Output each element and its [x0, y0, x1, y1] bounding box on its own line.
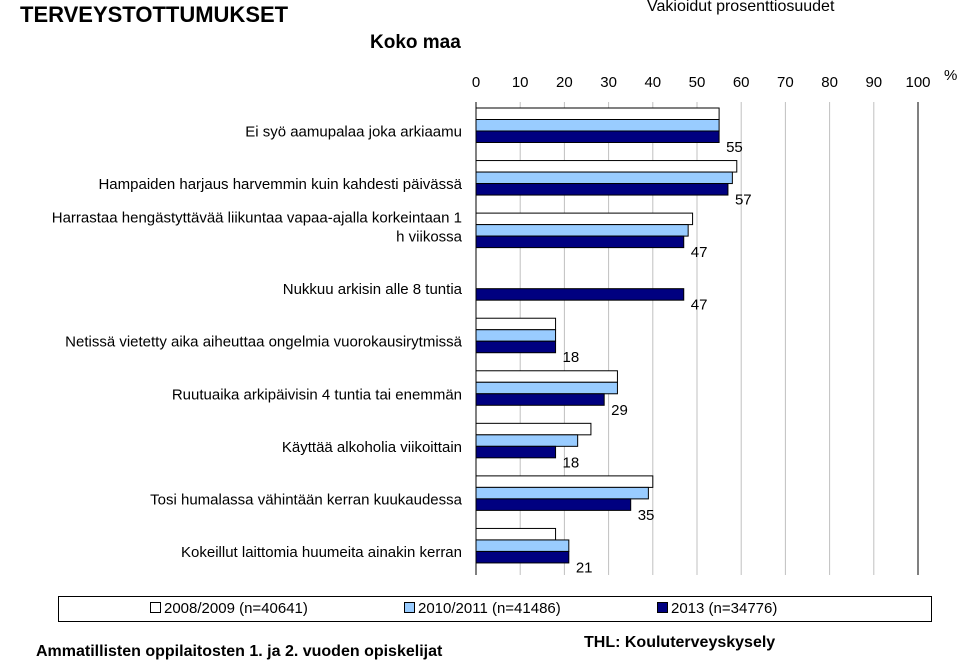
bar-series2-cat5	[476, 394, 604, 406]
bar-series1-cat6	[476, 435, 578, 447]
data-label-cat8: 21	[575, 559, 593, 577]
standardization-note: Vakioidut prosenttiosuudet	[647, 0, 835, 15]
bar-series2-cat8	[476, 551, 569, 563]
footer-source: THL: Kouluterveyskysely	[584, 634, 776, 651]
bar-series2-cat6	[476, 446, 556, 458]
category-label-cat1: Hampaiden harjaus harvemmin kuin kahdesti päivässä	[98, 176, 462, 194]
x-tick-label-40: 40	[644, 74, 662, 91]
category-label-cat7: Tosi humalassa vähintään kerran kuukaudessa	[150, 491, 462, 509]
bar-series0-cat8	[476, 528, 556, 540]
legend-item-2013	[657, 600, 777, 617]
legend-item-2008	[150, 600, 308, 617]
bar-series0-cat0	[476, 108, 719, 120]
legend-swatch-2008	[150, 602, 161, 613]
x-tick-label-60: 60	[732, 74, 750, 91]
x-tick-label-20: 20	[556, 74, 573, 91]
data-label-cat6: 18	[562, 454, 580, 472]
bar-series1-cat0	[476, 120, 719, 132]
category-label-cat4: Netissä vietetty aika aiheuttaa ongelmia vuorokausirytmissä	[65, 333, 462, 351]
chart-subtitle: Koko maa	[370, 32, 461, 53]
bar-series1-cat8	[476, 540, 569, 552]
legend-label-2010: 2010/2011 (n=41486)	[418, 600, 561, 617]
x-tick-label-80: 80	[821, 74, 838, 91]
category-label-cat0: Ei syö aamupalaa joka arkiaamu	[245, 123, 462, 141]
data-label-cat5: 29	[611, 401, 628, 419]
x-tick-label-100: 100	[905, 74, 931, 91]
bar-series0-cat5	[476, 371, 617, 383]
data-label-cat7: 35	[637, 506, 655, 524]
category-label-cat2-line0: Harrastaa hengästyttävää liikuntaa vapaa-ajalla korkeintaan 1	[51, 209, 462, 227]
data-label-cat1: 57	[734, 191, 752, 209]
data-label-cat3: 47	[690, 296, 708, 314]
category-label-cat2-line1: h viikossa	[396, 228, 462, 246]
bar-series0-cat1	[476, 161, 737, 173]
chart-title: TERVEYSTOTTUMUKSET	[20, 2, 289, 27]
footer-population: Ammatillisten oppilaitosten 1. ja 2. vuoden opiskelijat	[36, 643, 443, 660]
chart-legend	[58, 596, 932, 622]
bar-series2-cat4	[476, 341, 556, 353]
legend-swatch-2013	[657, 602, 668, 613]
data-label-cat0: 55	[726, 139, 743, 156]
legend-label-2008: 2008/2009 (n=40641)	[164, 600, 308, 617]
x-axis-unit-label: %	[944, 67, 958, 84]
bar-series2-cat3	[476, 289, 684, 301]
bar-series2-cat7	[476, 499, 631, 511]
bar-series2-cat1	[476, 184, 728, 196]
data-label-cat4: 18	[562, 349, 580, 367]
x-tick-label-70: 70	[777, 74, 794, 91]
category-label-cat8: Kokeillut laittomia huumeita ainakin kerran	[181, 543, 462, 561]
bar-series1-cat1	[476, 172, 732, 184]
bar-series0-cat2	[476, 213, 693, 225]
bar-series0-cat7	[476, 476, 653, 488]
bar-series1-cat4	[476, 330, 556, 342]
category-label-cat6: Käyttää alkoholia viikoittain	[281, 438, 462, 456]
bar-series1-cat7	[476, 487, 648, 499]
category-label-cat5: Ruutuaika arkipäivisin 4 tuntia tai enemmän	[171, 386, 462, 404]
x-tick-label-10: 10	[511, 74, 529, 91]
bar-series1-cat2	[476, 225, 688, 237]
legend-item-2010	[404, 600, 561, 617]
bar-series0-cat4	[476, 318, 556, 330]
x-tick-label-0: 0	[471, 74, 481, 91]
x-tick-label-90: 90	[865, 74, 883, 91]
bar-series2-cat0	[476, 131, 719, 143]
bar-series1-cat5	[476, 382, 617, 394]
x-tick-label-50: 50	[688, 74, 706, 91]
data-label-cat2: 47	[690, 244, 708, 262]
category-label-cat3: Nukkuu arkisin alle 8 tuntia	[282, 281, 462, 299]
x-tick-label-30: 30	[600, 74, 617, 91]
legend-label-2013: 2013 (n=34776)	[671, 600, 778, 617]
legend-swatch-2010	[404, 602, 415, 613]
bar-series0-cat6	[476, 423, 591, 435]
bar-series2-cat2	[476, 236, 684, 248]
